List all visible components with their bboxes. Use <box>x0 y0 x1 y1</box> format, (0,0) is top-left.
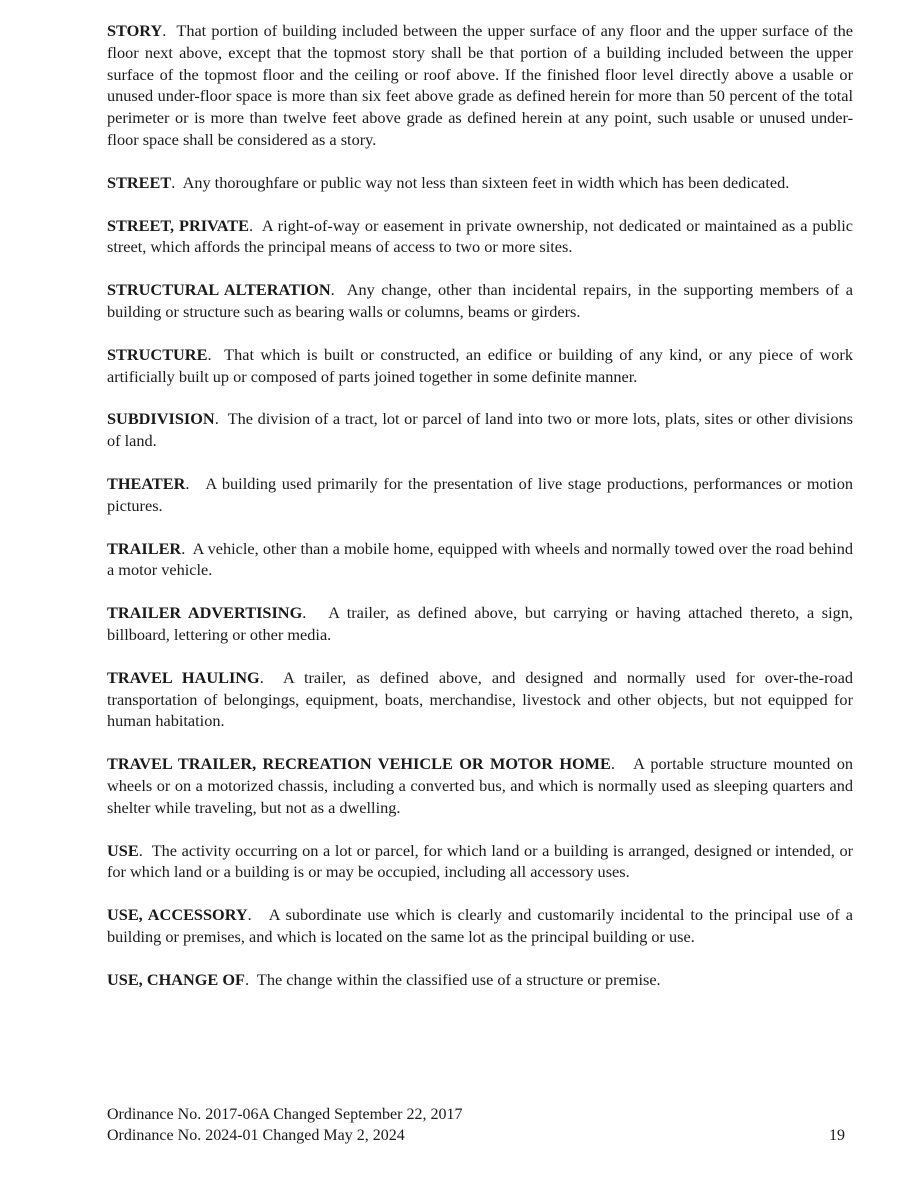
definition-text: A subordinate use which is clearly and customarily incidental to the principal use of a building or premises, and which is located on the same lot as the principal building or use. <box>107 905 854 946</box>
definition-text: The division of a tract, lot or parcel of land into two or more lots, plats, sites or other divisions of land. <box>107 409 854 451</box>
definition-term: THEATER <box>107 473 186 493</box>
definition-travel-trailer: TRAVEL TRAILER, RECREATION VEHICLE OR MOTOR HOME. A portable structure mounted on wheels or on a motorized chassis, including a converted bus, and which is normally used as sleeping quarters and shelter while traveling, but not as a dwelling. <box>107 754 853 817</box>
definition-text: A trailer, as defined above, but carrying or having attached thereto, a sign, billboard, lettering or other media. <box>107 603 853 644</box>
definition-term: TRAILER ADVERTISING <box>107 603 303 623</box>
ordinance-note-2017: Ordinance No. 2017-06A Changed September 22, 2017 <box>107 1106 463 1123</box>
definition-structural-alteration: STRUCTURAL ALTERATION. Any change, other than incidental repairs, in the supporting members of a building or structure such as bearing walls or columns, beams or girders. <box>107 280 854 321</box>
definition-text: A trailer, as defined above, and designed and normally used for over-the-road transportation of belongings, equipment, boats, merchandise, livestock and other objects, but not equipped for human habitation. <box>107 667 853 731</box>
definition-use-accessory: USE, ACCESSORY. A subordinate use which is clearly and customarily incidental to the principal use of a building or premises, and which is located on the same lot as the principal building or use. <box>107 905 854 946</box>
definition-text: The activity occurring on a lot or parcel, for which land or a building is arranged, designed or intended, or for which land or a building is or may be occupied, including all accessory uses. <box>107 840 854 882</box>
definition-text: Any change, other than incidental repairs, in the supporting members of a building or structure such as bearing walls or columns, beams or girders. <box>107 280 854 321</box>
definition-text: A right-of-way or easement in private ownership, not dedicated or maintained as a public street, which affords the principal means of access to two or more sites. <box>107 215 854 257</box>
definition-term: STREET, PRIVATE <box>107 215 249 235</box>
definition-trailer: TRAILER. A vehicle, other than a mobile home, equipped with wheels and normally towed over the road behind a motor vehicle. <box>107 538 853 580</box>
definition-story: STORY. That portion of building included between the upper surface of any floor and the upper surface of the floor next above, except that the topmost story shall be that portion of a building included between the upper surface of the topmost floor and the ceiling or roof above. If the finished floor level directly above a usable or unused under-floor space is more than six feet above grade as defined herein for more than 50 percent of the total perimeter or is more than twelve feet above grade as defined herein at any point, such usable or unused under-floor space shall be considered as a story. <box>107 21 853 149</box>
definition-subdivision: SUBDIVISION. The division of a tract, lot or parcel of land into two or more lots, plats, sites or other divisions of land. <box>107 409 854 451</box>
definition-term: USE, CHANGE OF <box>107 969 245 989</box>
definition-use-change-of: USE, CHANGE OF. The change within the classified use of a structure or premise. <box>107 969 661 989</box>
definition-theater: THEATER. A building used primarily for the presentation of live stage productions, performances or motion pictures. <box>107 473 853 515</box>
definition-text: A building used primarily for the presentation of live stage productions, performances or motion pictures. <box>107 473 853 515</box>
definition-term: STRUCTURAL ALTERATION <box>107 280 331 300</box>
definition-trailer-advertising: TRAILER ADVERTISING. A trailer, as defined above, but carrying or having attached thereto, a sign, billboard, lettering or other media. <box>107 603 853 644</box>
definition-term: USE <box>107 840 139 860</box>
definition-term: TRAILER <box>107 538 182 558</box>
definition-term: STORY <box>107 21 163 40</box>
definitions-list <box>107 20 853 1012</box>
definition-term: SUBDIVISION <box>107 409 215 429</box>
definition-term: STREET <box>107 172 172 192</box>
definition-term: STRUCTURE <box>107 344 208 364</box>
definition-text: That which is built or constructed, an edifice or building of any kind, or any piece of work artificially built up or composed of parts joined together in some definite manner. <box>107 344 853 386</box>
definition-text: A vehicle, other than a mobile home, equipped with wheels and normally towed over the road behind a motor vehicle. <box>107 538 853 580</box>
definition-street: STREET. Any thoroughfare or public way not less than sixteen feet in width which has been dedicated. <box>107 172 790 192</box>
definition-use: USE. The activity occurring on a lot or parcel, for which land or a building is arranged, designed or intended, or for which land or a building is or may be occupied, including all accessory uses. <box>107 840 854 882</box>
definition-term: TRAVEL TRAILER, RECREATION VEHICLE OR MOTOR HOME <box>107 754 611 774</box>
definition-structure: STRUCTURE. That which is built or constructed, an edifice or building of any kind, or any piece of work artificially built up or composed of parts joined together in some definite manner. <box>107 344 853 386</box>
definition-text: A portable structure mounted on wheels or on a motorized chassis, including a converted bus, and which is normally used as sleeping quarters and shelter while traveling, but not as a dwelling. <box>107 754 853 817</box>
definition-text: That portion of building included between the upper surface of any floor and the upper surface of the floor next above, except that the topmost story shall be that portion of a building included between the upper surface of the topmost floor and the ceiling or roof above. If the finished floor level directly above a usable or unused under-floor space is more than six feet above grade as defined herein for more than 50 percent of the total perimeter or is more than twelve feet above grade as defined herein at any point, such usable or unused under-floor space shall be considered as a story. <box>107 21 853 149</box>
definition-travel-hauling: TRAVEL HAULING. A trailer, as defined above, and designed and normally used for over-the-road transportation of belongings, equipment, boats, merchandise, livestock and other objects, but not equipped for human habitation. <box>107 667 853 731</box>
definition-street-private: STREET, PRIVATE. A right-of-way or easement in private ownership, not dedicated or maintained as a public street, which affords the principal means of access to two or more sites. <box>107 215 854 257</box>
definition-term: USE, ACCESSORY <box>107 905 248 925</box>
definition-term: TRAVEL HAULING <box>107 667 260 687</box>
definition-text: The change within the classified use of a structure or premise. <box>256 969 661 989</box>
page-number: 19 <box>829 1127 845 1144</box>
definition-text: Any thoroughfare or public way not less than sixteen feet in width which has been dedicated. <box>182 172 790 192</box>
ordinance-note-2024: Ordinance No. 2024-01 Changed May 2, 2024 <box>107 1127 405 1144</box>
page-footer <box>107 1104 853 1146</box>
